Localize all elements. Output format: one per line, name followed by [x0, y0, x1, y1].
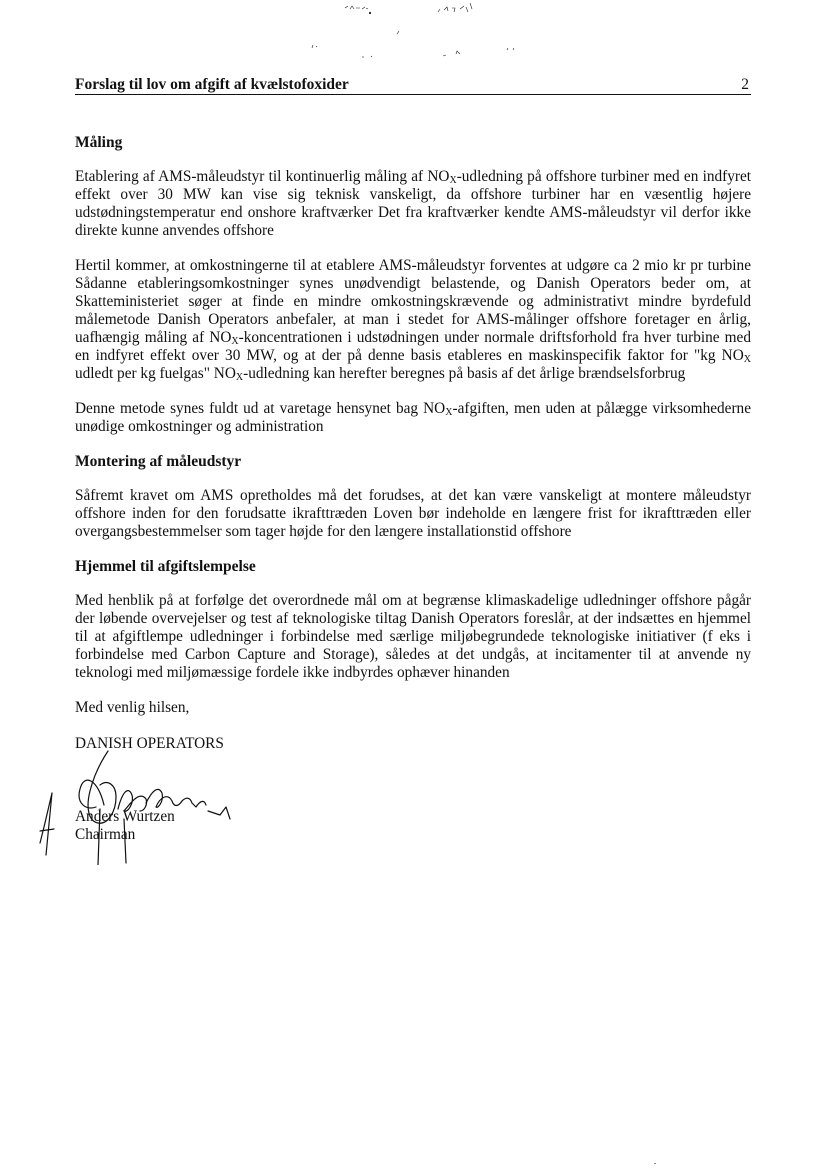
- paragraph-maaling-1: Etablering af AMS-måleudstyr til kontinuerlig måling af $NO_X$-udledning på offshore turbiner med en indfyret effekt over 30 MW kan vise sig teknisk vanskeligt, da offshore turbiner har en væsentlig højere udstødningstemperatur end onshore kraftværker Det fra kraftværker kendte AMS-måleudstyr vil derfor ikke direkte kunne anvendes offshore: [75, 168, 751, 239]
- closing-greeting: Med venlig hilsen,: [75, 699, 190, 716]
- signer-title: Chairman: [75, 826, 136, 843]
- paragraph-maaling-3: Denne metode synes fuldt ud at varetage hensynet bag $NO_X$-afgiften, men uden at pålægge virksomhederne unødige omkostninger og administration: [75, 400, 751, 435]
- scan-speck: [654, 1163, 656, 1164]
- page-header: [75, 76, 751, 95]
- section-heading-montering: Montering af måleudstyr: [75, 453, 242, 470]
- paragraph-montering: Såfremt kravet om AMS opretholdes må det forudses, at det kan være vanskeligt at montere måleudstyr offshore inden for den forudsatte ikrafttræden Loven bør indeholde en længere frist for ikrafttræden eller overgangsbestemmelser som tager højde for den længere installationstid offshore: [75, 487, 751, 540]
- letter-body: [75, 134, 751, 717]
- header-title: Forslag til lov om afgift af kvælstofoxider: [75, 76, 349, 93]
- scan-artifact-marks: [300, 0, 560, 70]
- section-heading-hjemmel: Hjemmel til afgiftslempelse: [75, 558, 256, 575]
- signer-name: Anders Wurtzen: [75, 808, 175, 825]
- section-heading-maaling: Måling: [75, 134, 123, 151]
- handwritten-signature: [28, 745, 248, 865]
- paragraph-maaling-2: Hertil kommer, at omkostningerne til at etablere AMS-måleudstyr forventes at udgøre ca 2 mio kr pr turbine Sådanne etableringsomkostninger synes unødvendigt belastende, og Danish Operators beder om, at Skatteministeriet søger at finde en mindre omkostningskrævende og administrativt mindre byrdefuld målemetode Danish Operators anbefaler, at man i stedet for AMS-målinger offshore foretager en årlig, uafhængig måling af $NO_X$-koncentrationen i udstødningen under normale driftsforhold fra hver turbine med en indfyret effekt over 30 MW, og at der på denne basis etableres en maskinspecifik faktor for "kg $NO_X$ udledt per kg fuelgas" $NO_X$-udledning kan herefter beregnes på basis af det årlige brændselsforbrug: [75, 257, 751, 383]
- page-number: 2: [741, 76, 749, 93]
- signature-organization: DANISH OPERATORS: [75, 735, 224, 752]
- paragraph-hjemmel: Med henblik på at forfølge det overordnede mål om at begrænse klimaskadelige udledninger offshore pågår der løbende overvejelser og test af teknologiske tiltag Danish Operators foreslår, at der indsættes en hjemmel til at afgiftlempe udledninger i forbindelse med særlige miljøbegrundede teknologiske initiativer (f eks i forbindelse med Carbon Capture and Storage), således at det undgås, at incitamenter til at anvende ny teknologi med miljømæssige fordele ikke indbyrdes ophæver hinanden: [75, 592, 751, 681]
